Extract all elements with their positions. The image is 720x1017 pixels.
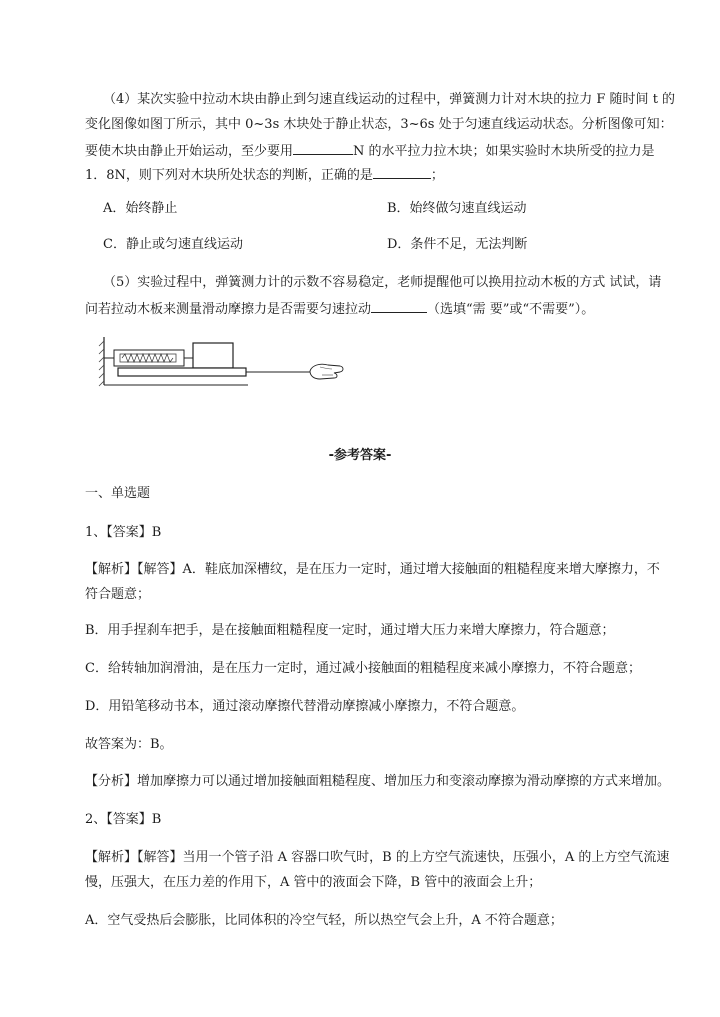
- hand-icon: [310, 364, 343, 379]
- answers-title: -参考答案-: [328, 448, 392, 463]
- answer-blank[interactable]: [373, 164, 431, 179]
- q5-line-1: （5）实验过程中，弹簧测力计的示数不容易稳定，老师提醒他可以换用拉动木板的方式 试试，请: [103, 275, 662, 290]
- q4-line-4: [85, 164, 444, 186]
- answer-blank[interactable]: [293, 140, 353, 155]
- experiment-diagram: [98, 333, 348, 388]
- q4-line-4-text: 1．8N，则下列对木块所处状态的判断，正确的是: [85, 168, 373, 183]
- option-c: C．静止或匀速直线运动: [103, 237, 243, 252]
- answer-1-conclusion: 故答案为：B。: [85, 737, 173, 752]
- q4-line-3-text: 要使木块由静止开始运动，至少要用: [85, 144, 294, 159]
- answer-2-item-a: A．空气受热后会膨胀，比同体积的冷空气轻，所以热空气会上升，A 不符合题意；: [85, 913, 563, 928]
- answer-2-analysis-line-2: 慢，压强大，在压力差的作用下，A 管中的液面会下降，B 管中的液面会上升；: [85, 875, 542, 890]
- answer-1-fenxi: 【分析】增加摩擦力可以通过增加接触面粗糙程度、增加压力和变滚动摩擦为滑动摩擦的方式来增加。: [85, 774, 671, 789]
- q5-line-2-rest: （选填“需 要”或“不需要”）。: [427, 302, 595, 317]
- option-d: D．条件不足，无法判断: [387, 237, 528, 252]
- q4-line-1: （4）某次实验中拉动木块由静止到匀速直线运动的过程中，弹簧测力计对木块的拉力 F 随时间 t 的: [103, 92, 676, 107]
- wall-hatching: [99, 341, 104, 386]
- option-a: A．始终静止: [103, 201, 178, 216]
- q4-line-4-rest: ；: [430, 168, 444, 183]
- section-title: 一、单选题: [85, 486, 151, 501]
- wooden-block: [193, 343, 233, 368]
- q4-line-2: 变化图像如图丁所示，其中 0~3s 木块处于静止状态，3~6s 处于匀速直线运动状态。分析图像可知：: [85, 117, 673, 132]
- q5-line-2: [85, 298, 594, 320]
- q4-line-3-rest: N 的水平拉力拉木块；如果实验时木块所受的拉力是: [353, 144, 655, 159]
- answer-1-item-c: C．给转轴加润滑油，是在压力一定时，通过减小接触面的粗糙程度来减小摩擦力，不符合题意；: [85, 661, 641, 676]
- q5-line-2-text: 问若拉动木板来测量滑动摩擦力是否需要匀速拉动: [85, 302, 372, 317]
- spring-scale-body: [114, 350, 184, 366]
- answer-2-label: 2、【答案】B: [85, 812, 162, 827]
- option-b: B．始终做匀速直线运动: [387, 201, 527, 216]
- answer-1-item-b: B．用手捏刹车把手，是在接触面粗糙程度一定时，通过增大压力来增大摩擦力，符合题意；: [85, 623, 615, 638]
- q4-line-3: [85, 140, 655, 162]
- answer-1-label: 1、【答案】B: [85, 525, 162, 540]
- wooden-board: [118, 368, 246, 376]
- answer-1-item-d: D．用铅笔移动书本，通过滚动摩擦代替滑动摩擦减小摩擦力，不符合题意。: [85, 699, 525, 714]
- answer-1-analysis-line-2: 符合题意；: [85, 587, 151, 602]
- answer-1-analysis-line-1: 【解析】【解答】A．鞋底加深槽纹，是在压力一定时，通过增大接触面的粗糙程度来增大摩擦力，不: [85, 562, 660, 577]
- spring-coil: [122, 354, 173, 362]
- answer-2-analysis-line-1: 【解析】【解答】当用一个管子沿 A 容器口吹气时，B 的上方空气流速快，压强小，A 的上方空气流速: [85, 850, 670, 865]
- answer-blank[interactable]: [371, 298, 427, 313]
